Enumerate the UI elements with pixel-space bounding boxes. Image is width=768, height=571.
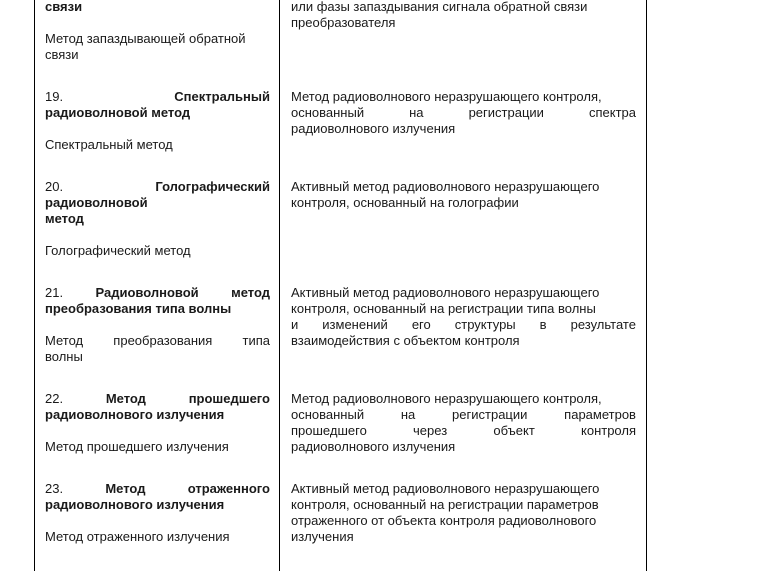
short-term-21: Метод преобразования типа волны: [45, 333, 270, 364]
table-border-left: [34, 0, 35, 571]
term-number: 23.: [45, 481, 64, 496]
definition-19: Метод радиоволнового неразрушающего контроля, основанный на регистрации спектра радиоволнового излучения: [291, 89, 636, 136]
term-tail: связи: [45, 0, 83, 14]
term-number: 21.: [45, 285, 64, 300]
definition-20: Активный метод радиоволнового неразрушающего контроля, основанный на голографии: [291, 179, 600, 210]
short-term-20: Голографический метод: [45, 243, 191, 258]
term-21: 21. Радиоволновой метод преобразования типа волны: [45, 285, 270, 316]
definition-23: Активный метод радиоволнового неразрушающего контроля, основанный на регистрации параметров отраженного от объекта контроля радиоволнового излучения: [291, 481, 600, 544]
term-number: 19.: [45, 89, 64, 104]
short-term-22: Метод прошедшего излучения: [45, 439, 229, 454]
table-border-right: [646, 0, 647, 571]
definition-21: Активный метод радиоволнового неразрушающего контроля, основанный на регистрации типа волны и изменений его структуры в результате взаимодействия с объектом контроля: [291, 285, 636, 348]
definition-22: Метод радиоволнового неразрушающего контроля, основанный на регистрации параметров прошедшего через объект контроля радиоволнового излучения: [291, 391, 636, 454]
term-20: 20. Голографический радиоволновой метод: [45, 179, 270, 226]
short-term-19: Спектральный метод: [45, 137, 173, 152]
term-19: 19. Спектральный радиоволновой метод: [45, 89, 270, 120]
term-22: 22. Метод прошедшего радиоволнового излучения: [45, 391, 270, 422]
short-term-23: Метод отраженного излучения: [45, 529, 230, 544]
term-number: 22.: [45, 391, 64, 406]
short-term: Метод запаздывающей обратной связи: [45, 31, 246, 62]
term-number: 20.: [45, 179, 64, 194]
table-column-divider: [279, 0, 280, 571]
term-23: 23. Метод отраженного радиоволнового излучения: [45, 481, 270, 512]
definition-tail: или фазы запаздывания сигнала обратной связи преобразователя: [291, 0, 588, 30]
